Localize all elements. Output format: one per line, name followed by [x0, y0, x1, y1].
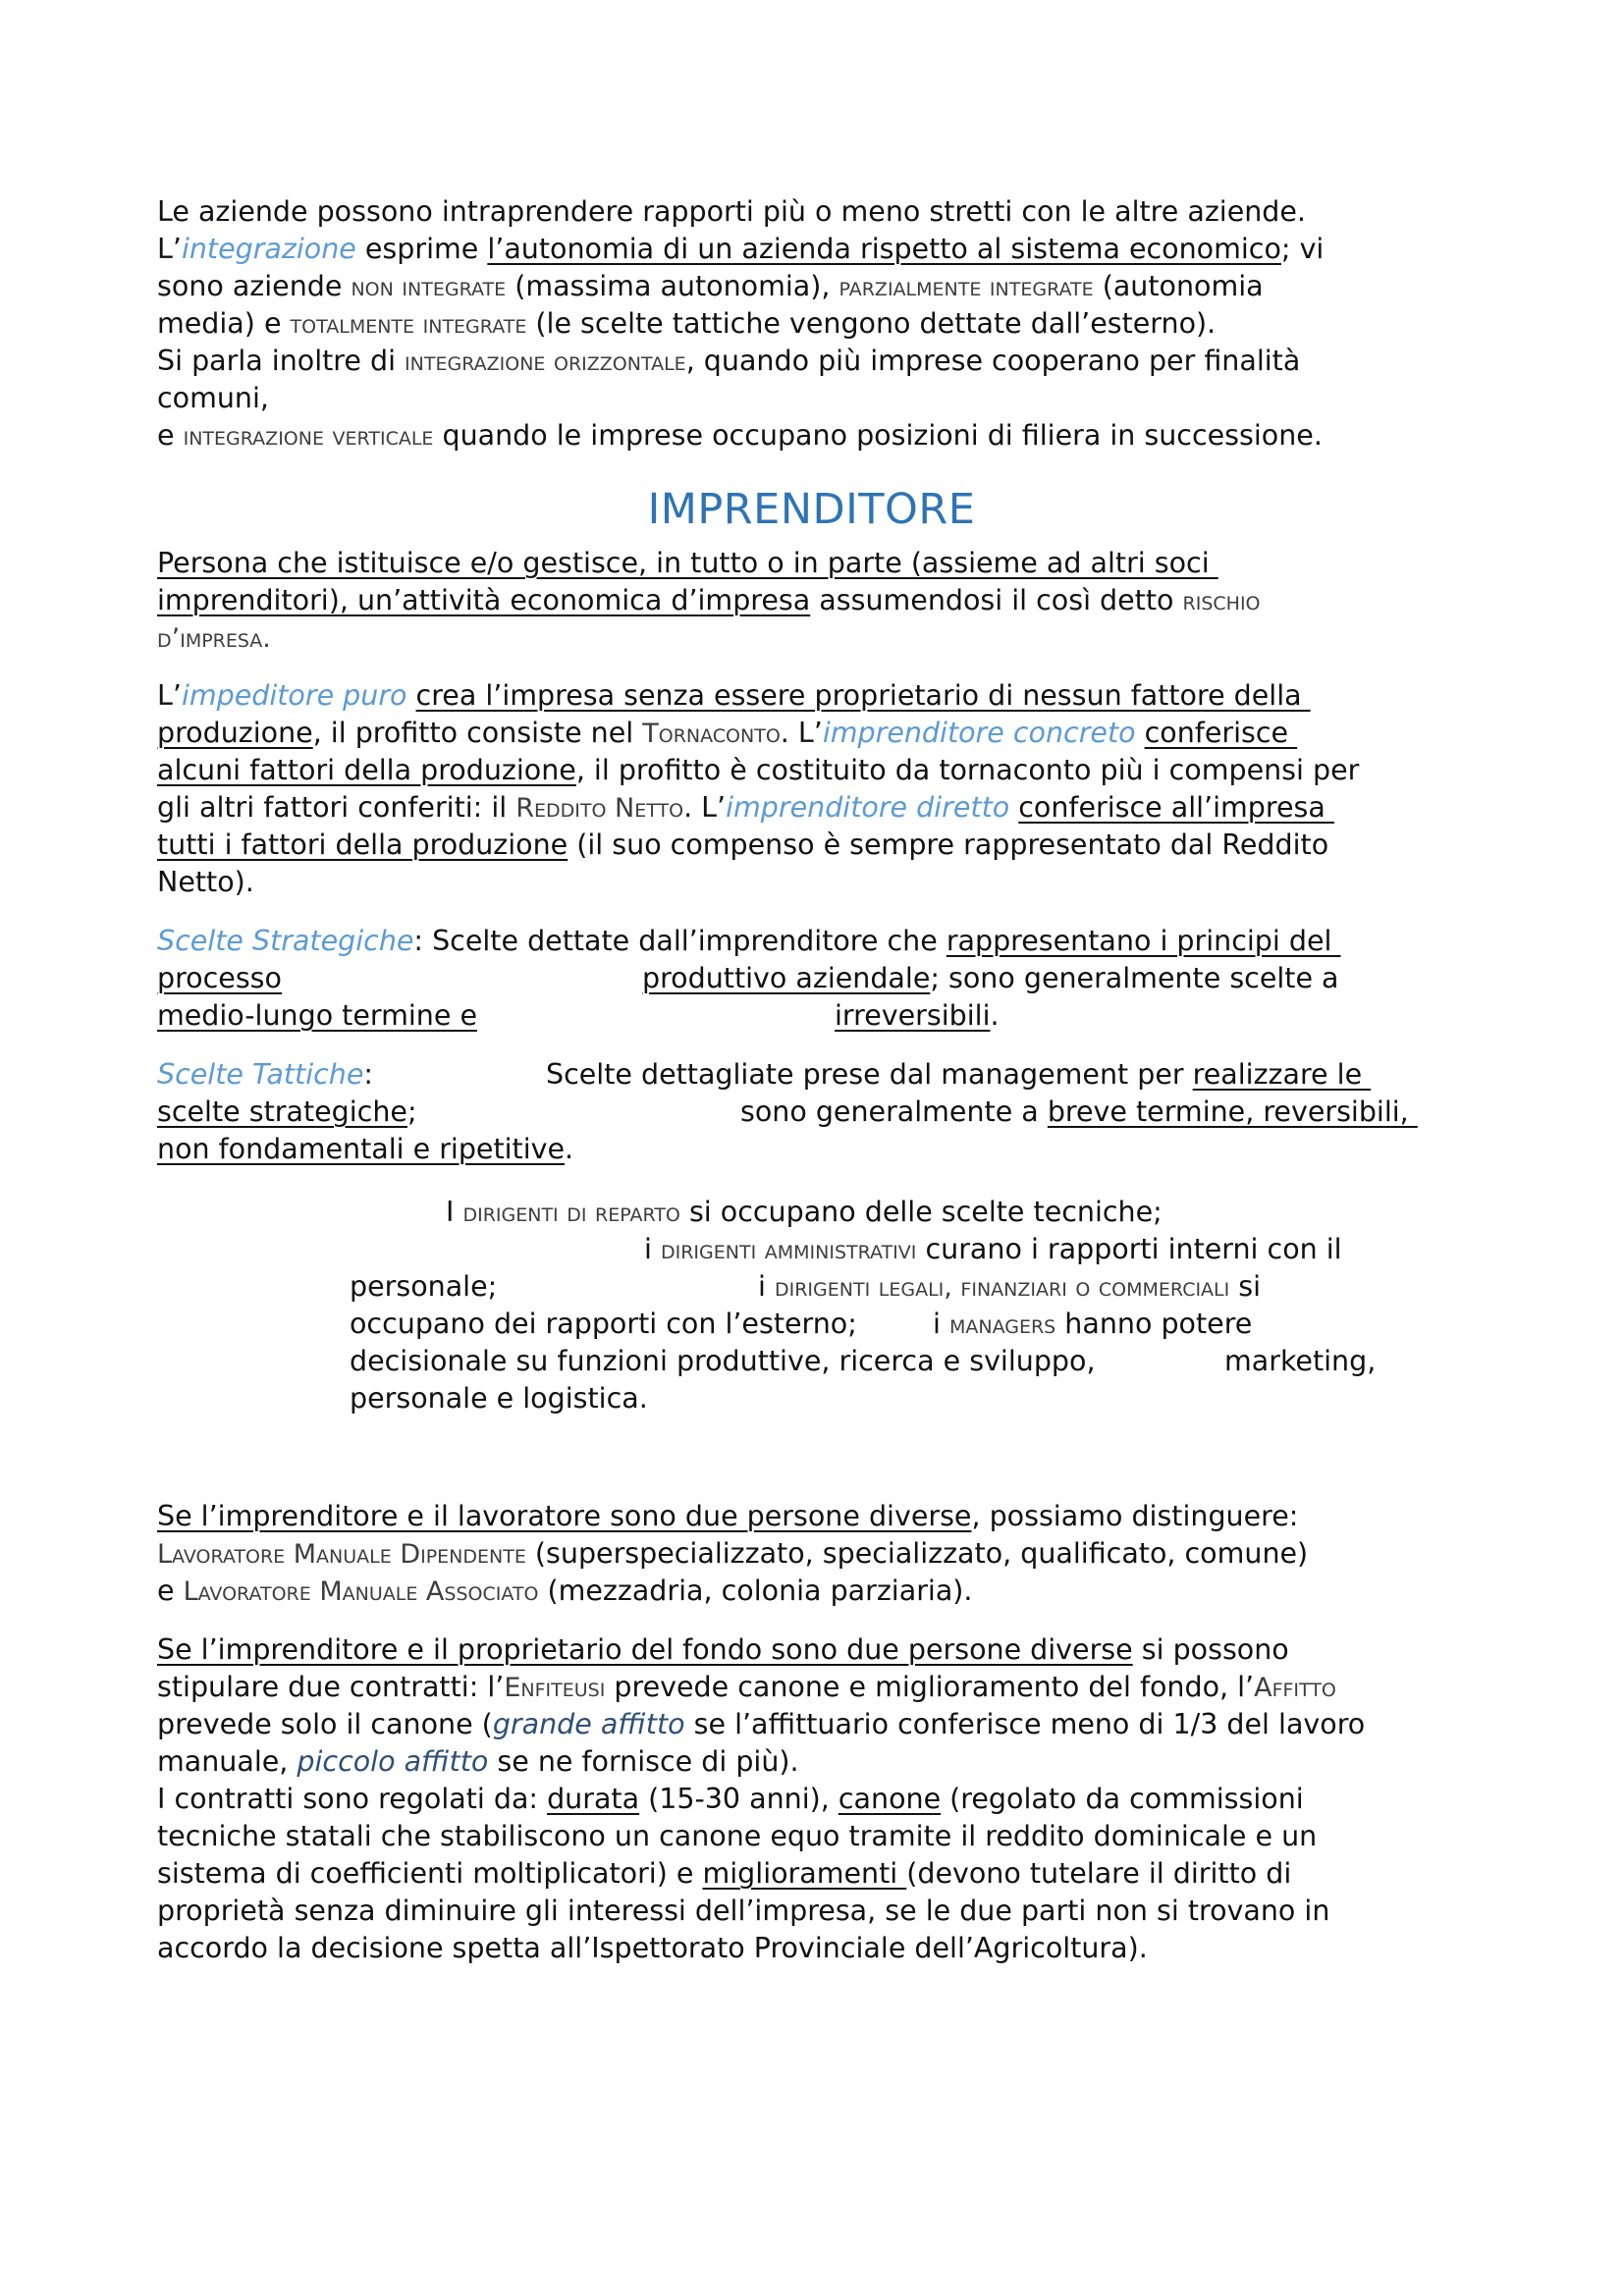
term-reddito-netto: Reddito Netto — [515, 793, 684, 824]
types-line-1: L’impeditore puro crea l’impresa senza essere proprietario di nessun fattore della — [157, 679, 1311, 712]
term-affitto: Affitto — [1254, 1673, 1336, 1703]
term-totalmente-integrate: totalmente integrate — [290, 309, 527, 340]
proprietario-line-4: manuale, piccolo affitto se ne fornisce di più). — [157, 1745, 799, 1778]
intro-line-4: media) e totalmente integrate (le scelte tattiche vengono dettate dall’esterno). — [157, 307, 1217, 340]
term-lavoratore-manuale-dipendente: Lavoratore Manuale Dipendente — [157, 1539, 526, 1570]
proprietario-line-6: tecniche statali che stabiliscono un canone equo tramite il reddito dominicale e un — [157, 1820, 1318, 1852]
proprietario-line-8: proprietà senza diminuire gli interessi dell’impresa, se le due parti non si trovano in — [157, 1895, 1330, 1927]
strategiche-line-2: processo — [157, 962, 282, 994]
tattiche-line-1b: Scelte dettagliate prese dal management per realizzare le — [546, 1058, 1372, 1091]
types-line-2: produzione, il profitto consiste nel Tornaconto. L’imprenditore concreto conferisce — [157, 717, 1298, 749]
term-integrazione: integrazione — [181, 233, 356, 265]
dirigenti-line-6: personale e logistica. — [350, 1382, 648, 1415]
dirigenti-line-4b: i managers hanno potere — [933, 1308, 1253, 1340]
proprietario-line-1: Se l’imprenditore e il proprietario del fondo sono due persone diverse si possono — [157, 1633, 1289, 1666]
proprietario-line-5: I contratti sono regolati da: durata (15-30 anni), canone (regolato da commissioni — [157, 1783, 1304, 1815]
intro-line-7: e integrazione verticale quando le imprese occupano posizioni di filiera in successione. — [157, 419, 1323, 452]
tattiche-line-2b: sono generalmente a breve termine, reversibili, — [740, 1095, 1418, 1128]
tattiche-line-1: Scelte Tattiche: — [157, 1058, 374, 1091]
term-dirigenti-legali: dirigenti legali, finanziari o commerciali — [774, 1272, 1230, 1303]
term-dirigenti-amministrativi: dirigenti amministrativi — [660, 1235, 917, 1265]
intro-line-3: sono aziende non integrate (massima autonomia), parzialmente integrate (autonomia — [157, 270, 1264, 302]
term-imprenditore-diretto: imprenditore diretto — [726, 791, 1010, 824]
section-title: IMPRENDITORE — [647, 485, 976, 534]
proprietario-line-3: prevede solo il canone (grande affitto se l’affittuario conferisce meno di 1/3 del lavoro — [157, 1708, 1366, 1740]
dirigenti-line-5: decisionale su funzioni produttive, ricerca e sviluppo, — [350, 1345, 1096, 1377]
lavoratore-line-1: Se l’imprenditore e il lavoratore sono due persone diverse, possiamo distinguere: — [157, 1500, 1299, 1532]
def-line-2: imprenditori), un’attività economica d’impresa assumendosi il così detto rischio — [157, 584, 1261, 616]
term-non-integrate: non integrate — [351, 272, 507, 302]
term-piccolo-affitto: piccolo affitto — [297, 1745, 489, 1778]
def-line-1: Persona che istituisce e/o gestisce, in tutto o in parte (assieme ad altri soci — [157, 547, 1218, 579]
intro-line-1: Le aziende possono intraprendere rapporti più o meno stretti con le altre aziende. — [157, 195, 1306, 228]
strategiche-line-2b: produttivo aziendale; sono generalmente scelte a — [642, 962, 1339, 994]
intro-line-5: Si parla inoltre di integrazione orizzontale, quando più imprese cooperano per finalità — [157, 345, 1301, 377]
tattiche-line-3: non fondamentali e ripetitive. — [157, 1133, 574, 1165]
types-line-6: Netto). — [157, 866, 254, 898]
dirigenti-line-3b: i dirigenti legali, finanziari o commerciali si — [758, 1270, 1262, 1303]
proprietario-line-2: stipulare due contratti: l’Enfiteusi prevede canone e miglioramento del fondo, l’Affitto — [157, 1671, 1336, 1703]
dirigenti-line-1: I dirigenti di reparto si occupano delle scelte tecniche; — [446, 1196, 1163, 1228]
term-tornaconto: Tornaconto — [642, 719, 781, 749]
term-integrazione-verticale: integrazione verticale — [183, 421, 434, 452]
proprietario-line-7: sistema di coefficienti moltiplicatori) e miglioramenti (devono tutelare il diritto di — [157, 1857, 1292, 1890]
def-line-3 — [157, 619, 271, 658]
term-scelte-strategiche: Scelte Strategiche — [157, 925, 414, 957]
term-enfiteusi: Enfiteusi — [504, 1673, 606, 1703]
term-imprenditore-concreto: imprenditore concreto — [822, 717, 1136, 749]
term-parzialmente-integrate: parzialmente integrate — [839, 272, 1094, 302]
types-line-5: tutti i fattori della produzione (il suo compenso è sempre rappresentato dal Reddito — [157, 828, 1329, 861]
term-scelte-tattiche: Scelte Tattiche — [157, 1058, 364, 1091]
term-rischio: rischio — [1182, 586, 1261, 616]
dirigenti-line-2: i dirigenti amministrativi curano i rapporti interni con il — [644, 1233, 1342, 1265]
lavoratore-line-2: Lavoratore Manuale Dipendente (superspecializzato, specializzato, qualificato, comune) — [157, 1537, 1309, 1570]
dirigenti-line-5b: marketing, — [1224, 1345, 1377, 1377]
proprietario-line-9: accordo la decisione spetta all’Ispettorato Provinciale dell’Agricoltura). — [157, 1932, 1148, 1964]
dirigenti-line-4: occupano dei rapporti con l’esterno; — [350, 1308, 857, 1340]
strategiche-line-1: Scelte Strategiche: Scelte dettate dall’imprenditore che rappresentano i principi del — [157, 925, 1341, 957]
intro-line-6: comuni, — [157, 382, 269, 414]
strategiche-line-3b: irreversibili. — [835, 999, 1000, 1032]
intro-line-2: L’integrazione esprime l’autonomia di un azienda rispetto al sistema economico; vi — [157, 233, 1325, 265]
term-lavoratore-manuale-associato: Lavoratore Manuale Associato — [183, 1576, 539, 1607]
types-line-3: alcuni fattori della produzione, il profitto è costituito da tornaconto più i compensi per — [157, 754, 1360, 786]
term-dirigenti-di-reparto: dirigenti di reparto — [462, 1198, 680, 1228]
term-impeditore-puro: impeditore puro — [181, 679, 407, 712]
dirigenti-line-3: personale; — [350, 1270, 498, 1303]
term-managers: managers — [948, 1309, 1056, 1340]
term-d-impresa: d’impresa. — [157, 623, 271, 654]
strategiche-line-3: medio-lungo termine e — [157, 999, 477, 1032]
term-grande-affitto: grande affitto — [492, 1708, 685, 1740]
term-integrazione-orizzontale: integrazione orizzontale — [405, 347, 686, 377]
lavoratore-line-3: e Lavoratore Manuale Associato (mezzadria, colonia parziaria). — [157, 1575, 973, 1607]
tattiche-line-2: scelte strategiche; — [157, 1095, 417, 1128]
types-line-4: gli altri fattori conferiti: il Reddito Netto. L’imprenditore diretto conferisce all’impresa — [157, 791, 1334, 824]
